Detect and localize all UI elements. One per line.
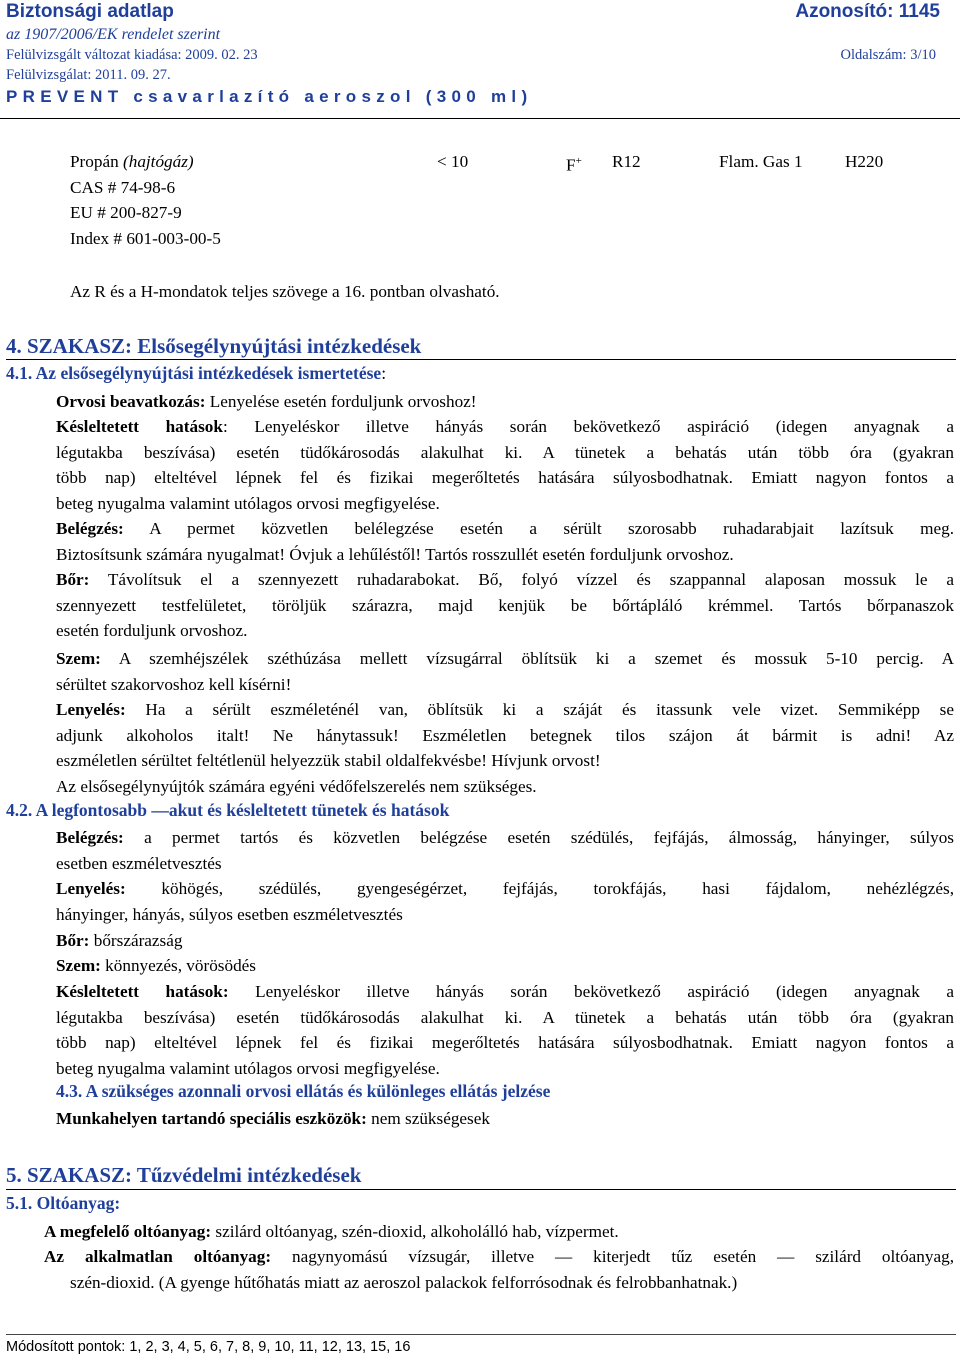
- clp-class: Flam. Gas 1: [719, 152, 803, 171]
- phrases-note: Az R és a H-mondatok teljes szövege a 16. pontban olvasható.: [70, 282, 500, 301]
- section-4-2-title: 4.2. A legfontosabb —akut és késleltetett tünetek és hatások: [6, 800, 450, 820]
- review-date: Felülvizsgálat: 2011. 09. 27.: [6, 67, 171, 83]
- component-concentration: < 10: [437, 152, 469, 171]
- modified-sections: Módosított pontok: 1, 2, 3, 4, 5, 6, 7, 8, 9, 10, 11, 12, 13, 15, 16: [6, 1339, 411, 1355]
- page-number: Oldalszám: 3/10: [840, 47, 936, 63]
- symptoms-skin: Bőr: bőrszárazság: [56, 931, 183, 950]
- section-5-title: 5. SZAKASZ: Tűzvédelmi intézkedések: [6, 1163, 362, 1187]
- inhalation-paragraph: Belégzés: A permet közvetlen belélegzése esetén a sérült szorosabb ruhadarabjait lazítsuk meg. Biztosítsunk számára nyugalmat! Óvjuk a lehűléstől! Tartós rosszullét esetén forduljunk orvoshoz.: [56, 519, 954, 564]
- section-4-title: 4. SZAKASZ: Elsősegélynyújtási intézkedések: [6, 334, 422, 358]
- product-name: PREVENT csavarlazító aeroszol (300 ml): [6, 87, 533, 106]
- r-phrase: R12: [612, 152, 641, 171]
- medical-intervention: Orvosi beavatkozás: Lenyelése esetén forduljunk orvoshoz!: [56, 392, 477, 411]
- hazard-symbol: F+: [566, 155, 582, 175]
- footer-divider: [6, 1334, 956, 1335]
- eye-paragraph: Szem: A szemhéjszélek széthúzása mellett vízsugárral öblítsük ki a szemet és mossuk 5-10 percig. A sérültet szakorvoshoz kell kísérni!: [56, 649, 954, 694]
- first-aider-ppe: Az elsősegélynyújtók számára egyéni védőfelszerelés nem szükséges.: [56, 777, 537, 796]
- symptoms-eye: Szem: könnyezés, vörösödés: [56, 956, 256, 975]
- symptoms-ingestion: Lenyelés: köhögés, szédülés, gyengeségérzet, fejfájás, torokfájás, hasi fájdalom, nehézlégzés, hányinger, hányás, súlyos esetben eszméletvesztés: [56, 879, 954, 924]
- symptoms-inhalation: Belégzés: a permet tartós és közvetlen belégzése esetén szédülés, fejfájás, álmosság, hányinger, súlyos esetben eszméletvesztés: [56, 828, 954, 873]
- document-id: Azonosító: 1145: [795, 1, 940, 22]
- section-5-underline: [6, 1189, 956, 1190]
- regulation-line: az 1907/2006/EK rendelet szerint: [6, 26, 221, 43]
- symptoms-delayed: Késleltetett hatások: Lenyeléskor illetve hányás során bekövetkező aspiráció (idegen anyagnak a légutakba beszívása) esetén tüdőkárosodás alakulhat ki. A tünetek a behatás után több óra (gyakran több nap) elteltével lépnek fel és fizikai megerőltetés hatására súlyosbodhatnak. Emiatt nagyon fontos a beteg nyugalma valamint utólagos orvosi megfigyelése.: [56, 982, 954, 1078]
- h-phrase: H220: [845, 152, 884, 171]
- header-divider: [0, 118, 960, 119]
- section-5-1-title: 5.1. Oltóanyag:: [6, 1193, 121, 1213]
- delayed-effects-paragraph: Késleltetett hatások: Lenyeléskor illetve hányás során bekövetkező aspiráció (idegen anyagnak a légutakba beszívása) esetén tüdőkárosodás alakulhat ki. A tünetek a behatás után több óra (gyakran több nap) elteltével lépnek fel és fizikai megerőltetés hatására súlyosbodhatnak. Emiatt nagyon fontos a beteg nyugalma valamint utólagos orvosi megfigyelése.: [56, 417, 954, 513]
- cas-number: CAS # 74-98-6: [70, 178, 176, 197]
- skin-paragraph: Bőr: Távolítsuk el a szennyezett ruhadarabokat. Bő, folyó vízzel és szappannal alaposan mossuk le a szennyezett testfelületet, töröljük szárazra, majd kenjük be bőrtápláló krémmel. Tartós bőrpanaszok esetén forduljunk orvoshoz.: [56, 570, 954, 640]
- component-name: Propán (hajtógáz): [70, 152, 194, 171]
- section-4-1-title: 4.1. Az elsősegélynyújtási intézkedések ismertetése:: [6, 363, 387, 383]
- index-number: Index # 601-003-00-5: [70, 229, 221, 248]
- eu-number: EU # 200-827-9: [70, 203, 182, 222]
- unsuitable-extinguishing: Az alkalmatlan oltóanyag: nagynyomású vízsugár, illetve — kiterjedt tűz esetén — szilárd oltóanyag, szén-dioxid. (A gyenge hűtőhatás miatt az aeroszol palackok felforrósodnak és felrobbanhatnak.): [44, 1247, 955, 1292]
- ingestion-paragraph: Lenyelés: Ha a sérült eszméleténél van, öblítsük ki a száját és itassunk vele vizet. Semmiképp se adjunk alkoholos italt! Ne hánytassuk! Eszméletlen betegnek tilos szájon át bármit is adni! Az eszméletlen sérültet feltétlenül helyezzük stabil oldalfekvésbe! Hívjunk orvost!: [56, 700, 954, 770]
- revision-date: Felülvizsgált változat kiadása: 2009. 02. 23: [6, 47, 258, 63]
- special-equipment: Munkahelyen tartandó speciális eszközök: nem szükségesek: [56, 1109, 490, 1128]
- suitable-extinguishing: A megfelelő oltóanyag: szilárd oltóanyag, szén-dioxid, alkoholálló hab, vízpermet.: [44, 1222, 619, 1241]
- section-4-underline: [6, 359, 956, 360]
- section-4-3-title: 4.3. A szükséges azonnali orvosi ellátás és különleges ellátás jelzése: [56, 1081, 551, 1101]
- document-title: Biztonsági adatlap: [6, 1, 174, 22]
